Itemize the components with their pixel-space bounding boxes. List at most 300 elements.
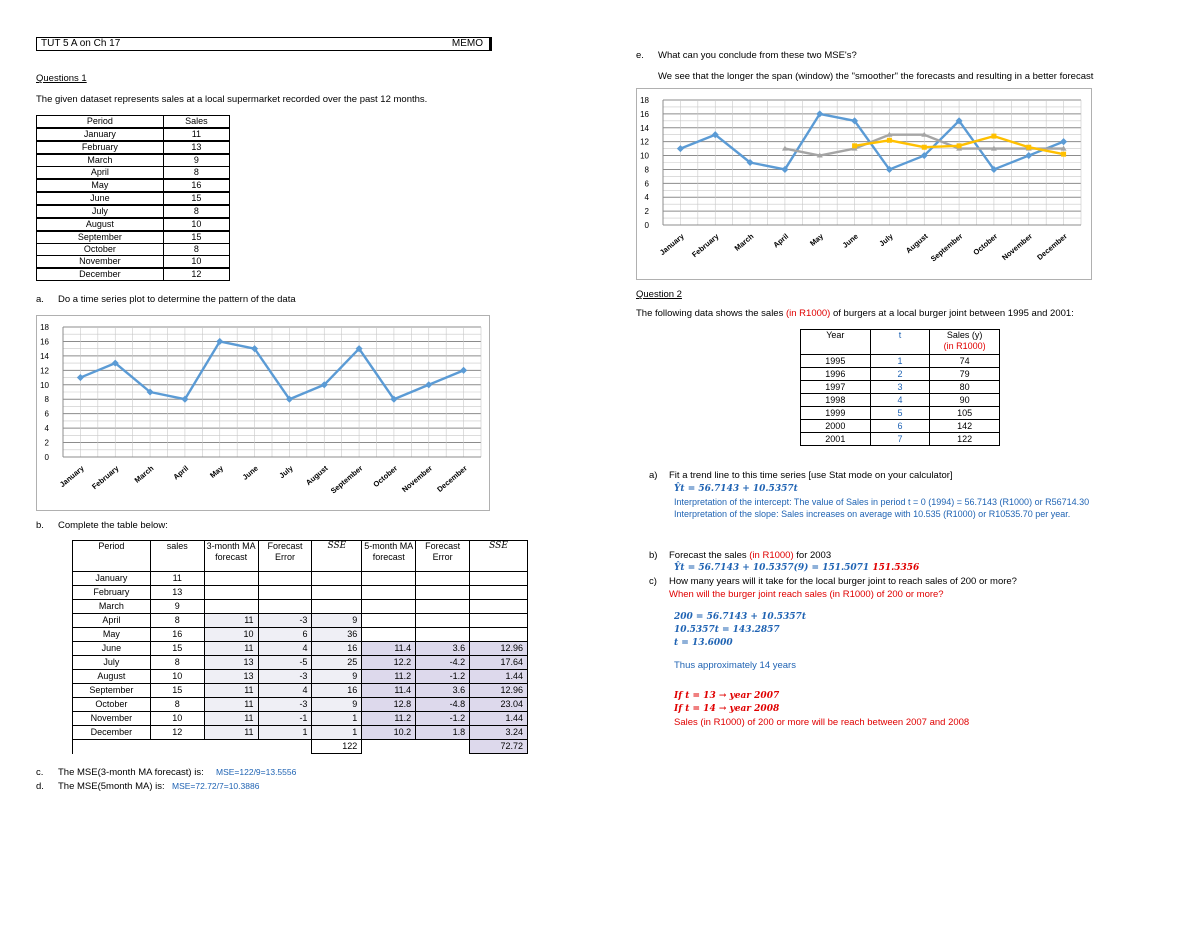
- ma-empty-cell: [73, 740, 151, 754]
- ma-cell: [362, 572, 416, 586]
- ma-cell: 11: [204, 642, 258, 656]
- ma-cell: March: [73, 600, 151, 614]
- ma-cell: [470, 572, 528, 586]
- ma-cell: 11.4: [362, 684, 416, 698]
- ma-cell: 1.44: [470, 670, 528, 684]
- y-tick-label: 2: [44, 438, 49, 448]
- ma-cell: [204, 586, 258, 600]
- data-point: [852, 143, 857, 148]
- q2a-text: Fit a trend line to this time series [use Stat mode on your calculator]: [669, 470, 953, 481]
- x-tick-label: November: [400, 463, 435, 495]
- q1-intro: The given dataset represents sales at a local supermarket recorded over the past 12 months.: [36, 94, 428, 105]
- x-tick-label: May: [808, 231, 826, 248]
- q2a-intercept: Interpretation of the intercept: The value of Sales in period t = 0 (1994) = 56.7143 (R1000) or R56714.30: [674, 497, 1090, 507]
- document-header: [36, 37, 492, 51]
- sales-row: [37, 141, 230, 154]
- ma-cell: 11.4: [362, 642, 416, 656]
- sales-y-label: Sales (y): [946, 330, 983, 340]
- q2b-eq-blue: Ŷt = 56.7143 + 10.5357(9) = 151.5071: [674, 563, 870, 573]
- qe-question: What can you conclude from these two MSE's?: [658, 50, 857, 61]
- ma-cell: [416, 614, 470, 628]
- sales-cell: 10: [163, 218, 229, 231]
- q2c-red-question: When will the burger joint reach sales (in R1000) of 200 or more?: [669, 589, 944, 600]
- ma-cell: 8: [150, 698, 204, 712]
- q2b-text-a: Forecast the sales: [669, 550, 747, 561]
- ma-header-cell: Forecast Error: [258, 541, 312, 572]
- sales-unit-label: (in R1000): [943, 341, 986, 351]
- sales-cell: 10: [163, 256, 229, 269]
- ma-row: [73, 726, 528, 740]
- ma-cell: 13: [204, 670, 258, 684]
- ma-cell: 15: [150, 642, 204, 656]
- q1c-answer: MSE=122/9=13.5556: [216, 767, 297, 777]
- year-cell: 80: [930, 381, 1000, 394]
- ma-cell: [416, 628, 470, 642]
- x-tick-label: June: [840, 231, 860, 250]
- ma-cell: 1.44: [470, 712, 528, 726]
- ma-cell: -4.8: [416, 698, 470, 712]
- y-tick-label: 2: [644, 207, 649, 217]
- sales-cell: 8: [163, 244, 229, 256]
- year-cell: 1997: [801, 381, 871, 394]
- time-series-chart: [36, 315, 490, 511]
- q2a-label: a): [649, 470, 658, 481]
- x-tick-label: December: [1035, 231, 1069, 262]
- ma-cell: 6: [258, 628, 312, 642]
- ma-cell: 11: [204, 698, 258, 712]
- ma-cell: 11: [204, 726, 258, 740]
- ma-cell: [416, 572, 470, 586]
- x-tick-label: July: [877, 231, 895, 249]
- data-point: [1061, 152, 1066, 157]
- q1b-label: b.: [36, 520, 44, 531]
- x-tick-label: May: [208, 463, 226, 480]
- ma-empty-cell: [258, 740, 312, 754]
- period-cell: June: [37, 192, 164, 205]
- ma-cell: [362, 628, 416, 642]
- year-cell: 6: [870, 420, 930, 433]
- ma-cell: 9: [312, 670, 362, 684]
- ma-header-cell: SSE: [312, 541, 362, 572]
- y-tick-label: 12: [640, 137, 649, 147]
- y-tick-label: 8: [644, 165, 649, 175]
- y-tick-label: 16: [40, 337, 49, 347]
- ma-row: [73, 712, 528, 726]
- sales-cell: Sales: [163, 116, 229, 129]
- burger-sales-table: [800, 329, 1000, 446]
- q1a-label: a.: [36, 294, 44, 305]
- ma-cell: 3.24: [470, 726, 528, 740]
- ma-cell: October: [73, 698, 151, 712]
- ma-cell: 23.04: [470, 698, 528, 712]
- ma-cell: [258, 586, 312, 600]
- ma-cell: 12.2: [362, 656, 416, 670]
- period-cell: August: [37, 218, 164, 231]
- ma-row: [73, 628, 528, 642]
- q2-intro-c: of burgers at a local burger joint between 1995 and 2001:: [832, 308, 1074, 319]
- ma-row: [73, 698, 528, 712]
- x-tick-label: February: [90, 463, 121, 492]
- y-tick-label: 14: [640, 123, 649, 133]
- year-header-cell: Year: [801, 330, 871, 355]
- ma-cell: 4: [258, 684, 312, 698]
- x-tick-label: March: [132, 463, 156, 485]
- ma-cell: January: [73, 572, 151, 586]
- sales-row: [37, 231, 230, 244]
- period-cell: December: [37, 268, 164, 281]
- ma-cell: 17.64: [470, 656, 528, 670]
- ma-header-cell: 3-month MA forecast: [204, 541, 258, 572]
- data-point: [957, 143, 962, 148]
- ma-cell: September: [73, 684, 151, 698]
- ma-cell: July: [73, 656, 151, 670]
- y-tick-label: 10: [40, 380, 49, 390]
- data-point: [677, 145, 684, 152]
- ma-row: [73, 614, 528, 628]
- q2b-label: b): [649, 550, 658, 561]
- ma-cell: [204, 572, 258, 586]
- y-tick-label: 8: [44, 395, 49, 405]
- ma-cell: -3: [258, 614, 312, 628]
- year-cell: 2: [870, 368, 930, 381]
- x-tick-label: November: [1000, 231, 1035, 263]
- ma-empty-cell: [150, 740, 204, 754]
- x-tick-label: September: [328, 463, 365, 496]
- data-point: [991, 134, 996, 139]
- sales-cell: 12: [163, 268, 229, 281]
- year-cell: 1999: [801, 407, 871, 420]
- year-row: [801, 394, 1000, 407]
- ma-row: [73, 600, 528, 614]
- sales-row: [37, 192, 230, 205]
- q2b-text-b: (in R1000): [749, 550, 794, 561]
- ma-cell: -1.2: [416, 712, 470, 726]
- q2b-text-c: for 2003: [796, 550, 832, 561]
- ma-cell: 11.2: [362, 670, 416, 684]
- ma-cell: 11: [204, 614, 258, 628]
- ma-header-cell: 5-month MA forecast: [362, 541, 416, 572]
- ma-cell: 9: [312, 698, 362, 712]
- ma-cell: 12: [150, 726, 204, 740]
- year-row: [801, 368, 1000, 381]
- header-memo: MEMO: [451, 38, 483, 49]
- ma-cell: 4: [258, 642, 312, 656]
- period-cell: January: [37, 128, 164, 141]
- y-tick-label: 16: [640, 109, 649, 119]
- ma-cell: 10.2: [362, 726, 416, 740]
- data-point: [922, 145, 927, 150]
- ma-cell: -5: [258, 656, 312, 670]
- ma-cell: 11: [204, 684, 258, 698]
- q1c-label: c.: [36, 767, 44, 778]
- ma-cell: 12.96: [470, 642, 528, 656]
- ma-cell: 3.6: [416, 642, 470, 656]
- ma-empty-cell: [204, 740, 258, 754]
- sales-cell: 15: [163, 192, 229, 205]
- ma-header-cell: SSE: [470, 541, 528, 572]
- sse3-total: 122: [312, 740, 362, 754]
- year-cell: 5: [870, 407, 930, 420]
- ma-header-cell: Period: [73, 541, 151, 572]
- sales-cell: 13: [163, 141, 229, 154]
- year-row: [801, 381, 1000, 394]
- ma-cell: [416, 600, 470, 614]
- data-point: [1025, 152, 1032, 159]
- data-point: [1060, 138, 1067, 145]
- sales-cell: 15: [163, 231, 229, 244]
- sales-row: [37, 179, 230, 192]
- ma-cell: 11: [204, 712, 258, 726]
- sales-row: [37, 205, 230, 218]
- ma-cell: [470, 614, 528, 628]
- year-cell: 2001: [801, 433, 871, 446]
- ma-cell: 10: [150, 712, 204, 726]
- ma-cell: -4.2: [416, 656, 470, 670]
- ma-cell: 1.8: [416, 726, 470, 740]
- year-row: [801, 407, 1000, 420]
- q2c-text: How many years will it take for the local burger joint to reach sales of 200 or more?: [669, 576, 1017, 587]
- q2c-if14: If t = 14 → year 2008: [674, 704, 780, 714]
- sales-table: [36, 115, 230, 281]
- q1a-text: Do a time series plot to determine the pattern of the data: [58, 294, 296, 305]
- year-cell: 105: [930, 407, 1000, 420]
- time-series-svg: [37, 316, 489, 510]
- x-tick-label: January: [57, 463, 86, 490]
- ma-cell: -3: [258, 698, 312, 712]
- ma-cell: 1: [258, 726, 312, 740]
- ma-cell: 11.2: [362, 712, 416, 726]
- year-cell: 90: [930, 394, 1000, 407]
- year-cell: 122: [930, 433, 1000, 446]
- moving-average-chart: [636, 88, 1092, 280]
- ma-row: [73, 586, 528, 600]
- ma-cell: 10: [150, 670, 204, 684]
- y-tick-label: 4: [44, 424, 49, 434]
- q1d-answer: MSE=72.72/7=10.3886: [172, 781, 260, 791]
- ma-cell: 15: [150, 684, 204, 698]
- ma-cell: 12.96: [470, 684, 528, 698]
- ma-cell: [362, 614, 416, 628]
- ma-empty-cell: [362, 740, 416, 754]
- ma-cell: December: [73, 726, 151, 740]
- sales-row: [37, 218, 230, 231]
- year-cell: 1996: [801, 368, 871, 381]
- sales-header-row: [37, 116, 230, 129]
- ma-cell: 16: [312, 684, 362, 698]
- ma-cell: November: [73, 712, 151, 726]
- sales-row: [37, 244, 230, 256]
- ma-cell: 1: [312, 712, 362, 726]
- q1d-text: The MSE(5month MA) is:: [58, 781, 165, 792]
- period-cell: November: [37, 256, 164, 269]
- sse5-total: 72.72: [470, 740, 528, 754]
- q2c-eq1: 200 = 56.7143 + 10.5357t: [674, 612, 806, 622]
- data-point: [1026, 145, 1031, 150]
- sales-row: [37, 154, 230, 167]
- ma-cell: [204, 600, 258, 614]
- ma-cell: [470, 600, 528, 614]
- y-tick-label: 18: [40, 323, 49, 332]
- ma-header-cell: sales: [150, 541, 204, 572]
- year-cell: 1998: [801, 394, 871, 407]
- ma-cell: 16: [150, 628, 204, 642]
- q2c-if13: If t = 13 → year 2007: [674, 691, 780, 701]
- data-point: [460, 367, 467, 374]
- ma-cell: [362, 600, 416, 614]
- sales-cell: 8: [163, 167, 229, 180]
- ma-cell: 3.6: [416, 684, 470, 698]
- ma-cell: [470, 628, 528, 642]
- x-tick-label: April: [171, 463, 191, 482]
- ma-cell: -3: [258, 670, 312, 684]
- period-cell: May: [37, 179, 164, 192]
- x-tick-label: July: [277, 463, 295, 481]
- ma-cell: April: [73, 614, 151, 628]
- ma-cell: [312, 572, 362, 586]
- ma-cell: 11: [150, 572, 204, 586]
- year-cell: 74: [930, 355, 1000, 368]
- ma-header-row: [73, 541, 528, 572]
- ma-cell: 12.8: [362, 698, 416, 712]
- year-cell: 4: [870, 394, 930, 407]
- ma-cell: 1: [312, 726, 362, 740]
- q1c-text: The MSE(3-month MA forecast) is:: [58, 767, 204, 778]
- year-cell: 2000: [801, 420, 871, 433]
- period-cell: October: [37, 244, 164, 256]
- ma-cell: [312, 600, 362, 614]
- ma-header-cell: Forecast Error: [416, 541, 470, 572]
- year-header-row: [801, 330, 1000, 355]
- year-cell: 142: [930, 420, 1000, 433]
- moving-average-table: [72, 540, 528, 754]
- y-tick-label: 4: [644, 193, 649, 203]
- ma-cell: [258, 600, 312, 614]
- ma-cell: 9: [312, 614, 362, 628]
- header-title: TUT 5 A on Ch 17: [41, 38, 121, 49]
- ma-cell: 25: [312, 656, 362, 670]
- x-tick-label: January: [657, 231, 686, 258]
- ma-cell: 16: [312, 642, 362, 656]
- q1-title: Questions 1: [36, 73, 87, 84]
- q2b-equation: [674, 563, 919, 573]
- ma-cell: [416, 586, 470, 600]
- ma-row: [73, 642, 528, 656]
- q1b-text: Complete the table below:: [58, 520, 168, 531]
- ma-cell: August: [73, 670, 151, 684]
- sales-cell: 9: [163, 154, 229, 167]
- year-cell: 1995: [801, 355, 871, 368]
- ma-cell: 36: [312, 628, 362, 642]
- x-tick-label: December: [435, 463, 469, 494]
- sales-row: [37, 128, 230, 141]
- period-cell: July: [37, 205, 164, 218]
- ma-cell: -1: [258, 712, 312, 726]
- sales-cell: 11: [163, 128, 229, 141]
- x-tick-label: August: [903, 231, 930, 256]
- sales-y-header: [930, 330, 1000, 355]
- ma-cell: February: [73, 586, 151, 600]
- ma-cell: 10: [204, 628, 258, 642]
- ma-row: [73, 656, 528, 670]
- sales-row: [37, 256, 230, 269]
- y-tick-label: 0: [44, 453, 49, 462]
- year-header-cell: t: [870, 330, 930, 355]
- ma-cell: 13: [204, 656, 258, 670]
- year-row: [801, 433, 1000, 446]
- x-tick-label: June: [240, 463, 260, 482]
- year-cell: 7: [870, 433, 930, 446]
- sales-row: [37, 167, 230, 180]
- y-tick-label: 10: [640, 151, 649, 161]
- x-tick-label: April: [771, 231, 791, 250]
- x-tick-label: October: [371, 463, 400, 490]
- x-tick-label: March: [732, 231, 756, 253]
- q2-intro-a: The following data shows the sales: [636, 308, 784, 319]
- data-point: [77, 374, 84, 381]
- ma-cell: [362, 586, 416, 600]
- x-tick-label: August: [303, 463, 330, 488]
- ma-cell: [312, 586, 362, 600]
- year-cell: 1: [870, 355, 930, 368]
- q2-intro-b: (in R1000): [785, 308, 831, 319]
- q2b-eq-red: 151.5356: [872, 563, 920, 573]
- x-tick-label: September: [928, 231, 965, 264]
- data-point: [887, 138, 892, 143]
- y-tick-label: 6: [44, 409, 49, 419]
- ma-cell: May: [73, 628, 151, 642]
- ma-cell: 8: [150, 614, 204, 628]
- q1d-label: d.: [36, 781, 44, 792]
- y-tick-label: 14: [40, 351, 49, 361]
- x-tick-label: October: [971, 231, 1000, 258]
- ma-cell: 13: [150, 586, 204, 600]
- y-tick-label: 0: [644, 221, 649, 230]
- moving-average-svg: [637, 89, 1091, 279]
- period-cell: March: [37, 154, 164, 167]
- ma-cell: -1.2: [416, 670, 470, 684]
- q2a-equation: Ŷt = 56.7143 + 10.5357t: [674, 484, 798, 494]
- ma-total-row: [73, 740, 528, 754]
- q2b-text: [669, 550, 831, 561]
- y-tick-label: 12: [40, 366, 49, 376]
- q2a-slope: Interpretation of the slope: Sales increases on average with 10.535 (R1000) or R10535.70 per year.: [674, 509, 1071, 519]
- year-cell: 79: [930, 368, 1000, 381]
- qe-label: e.: [636, 50, 644, 61]
- period-cell: Period: [37, 116, 164, 129]
- ma-row: [73, 684, 528, 698]
- sales-cell: 8: [163, 205, 229, 218]
- q2-title: Question 2: [636, 289, 682, 300]
- ma-empty-cell: [416, 740, 470, 754]
- ma-cell: [470, 586, 528, 600]
- data-point: [425, 381, 432, 388]
- q2-intro: [636, 308, 1074, 319]
- ma-cell: 9: [150, 600, 204, 614]
- period-cell: February: [37, 141, 164, 154]
- q2c-eq3: t = 13.6000: [674, 638, 733, 648]
- ma-cell: 8: [150, 656, 204, 670]
- ma-row: [73, 670, 528, 684]
- q2c-label: c): [649, 576, 657, 587]
- year-row: [801, 355, 1000, 368]
- x-tick-label: February: [690, 231, 721, 260]
- q2c-eq2: 10.5357t = 143.2857: [674, 625, 780, 635]
- ma-cell: June: [73, 642, 151, 656]
- year-row: [801, 420, 1000, 433]
- y-tick-label: 6: [644, 179, 649, 189]
- sales-row: [37, 268, 230, 281]
- y-tick-label: 18: [640, 96, 649, 105]
